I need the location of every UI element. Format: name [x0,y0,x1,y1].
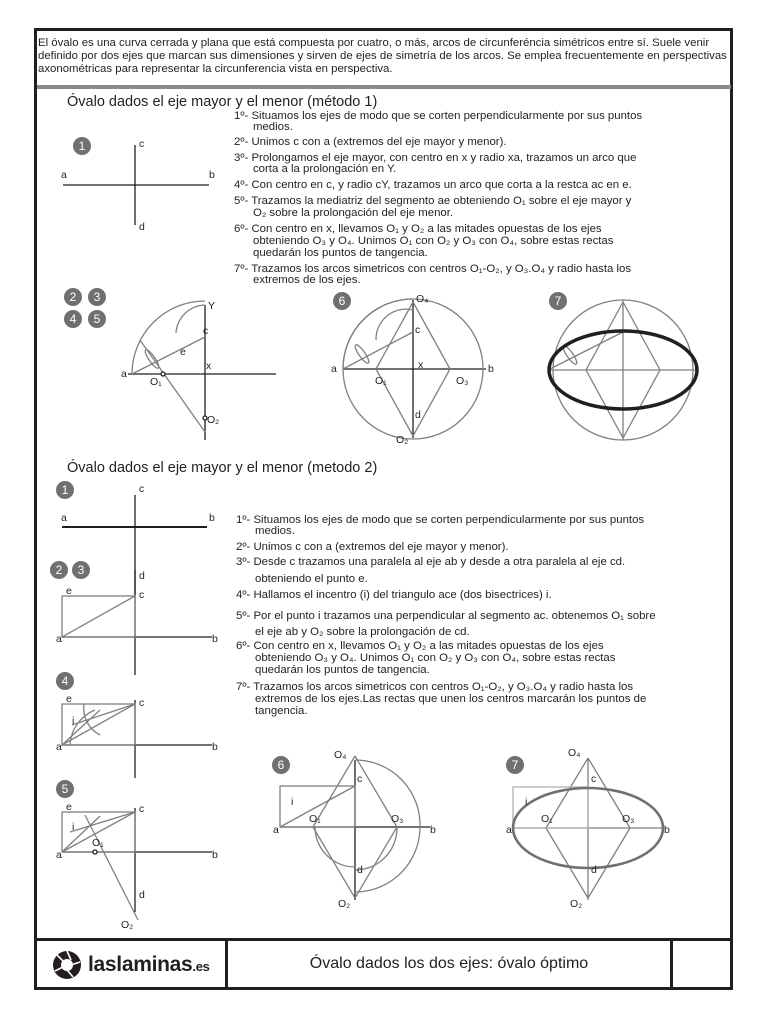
label-b: b [212,741,218,753]
step-line: O₂ sobre la prolongación del eje menor. [234,207,454,219]
label-b: b [209,169,215,181]
label-e: e [66,585,72,597]
step-badge-6: 6 [333,292,351,310]
label-a: a [56,849,62,861]
step-badge-4: 4 [56,672,74,690]
step-line: 3º- Desde c trazamos una paralela al eje ab y desde a otra paralela al eje cd. [236,556,626,568]
label-d: d [139,570,145,582]
label-x: x [206,360,212,372]
label-O2: O₂ [121,919,134,931]
label-a: a [61,512,67,524]
step-line: tangencia. [236,705,308,717]
label-O2: O₂ [207,414,220,426]
label-e: e [180,346,186,358]
step-line: 6º- Con centro en x, llevamos O₁ y O₂ a las mitades opuestas de los ejes [234,223,602,235]
section2-title: Óvalo dados el eje mayor y el menor (metodo 2) [67,460,378,476]
label-c: c [591,773,597,785]
step-line: 4º- Hallamos el incentro (i) del triangulo ace (dos bisectrices) i. [236,589,552,601]
label-x: x [418,359,424,371]
label-e: e [66,693,72,705]
label-b: b [212,633,218,645]
step-line: medios. [236,525,295,537]
step-badge-2: 2 [50,561,68,579]
label-a: a [56,741,62,753]
fig2-1-axes [62,495,207,570]
step-badge-2: 2 [64,288,82,306]
step-line: el eje ab y O₂ sobre la prolongación de cd. [236,626,470,638]
label-a: a [56,633,62,645]
label-d: d [357,864,363,876]
sheet-title: Óvalo dados los dos ejes: óvalo óptimo [309,955,589,972]
step-line: 7º- Trazamos los arcos simetricos con centros O₁-O₂, y O₃.O₄ y radio hasta los [234,263,632,275]
label-O3: O₃ [456,375,469,387]
brand-logo[interactable] [52,948,210,982]
step-line: medios. [234,121,293,133]
label-d: d [139,889,145,901]
label-O1: O₁ [375,375,387,387]
label-c: c [139,138,145,150]
label-a: a [273,824,279,836]
step-line: 2º- Unimos c con a (extremos del eje mayor y menor). [234,136,507,148]
step-badge-6: 6 [272,756,290,774]
label-a: a [506,824,512,836]
label-c: c [139,803,145,815]
label-a: a [61,169,67,181]
label-c: c [139,589,145,601]
label-O2: O₂ [570,898,583,910]
intro-paragraph: El óvalo es una curva cerrada y plana que está compuesta por cuatro, o más, arcos de circunferéncia simétricos entre sí. Suele venir definido por dos ejes que marcan sus dimensiones y sirven de ejes de simetría de los arcos. Se emplea frecuentemente en perspectivas axonométricas para representar la circunferencia vista en perspectiva. [38,37,727,75]
step-line: 2º- Unimos c con a (extremos del eje mayor y menor). [236,541,509,553]
label-e: e [66,801,72,813]
label-O2: O₂ [338,898,351,910]
step-line: obteniendo el punto e. [236,573,368,585]
fig2-5-construction [62,808,212,920]
step-line: extremos de los ejes.Las rectas que unen los centros marcarán los puntos de [236,693,647,705]
step-badge-1: 1 [56,481,74,499]
step-line: 6º- Con centro en x, llevamos O₁ y O₂ a las mitades opuestas de los ejes [236,640,604,652]
label-c: c [203,325,209,337]
step-line: corta a la prolongación en Y. [234,163,397,175]
fig2-6-construction [280,756,430,900]
label-b: b [209,512,215,524]
label-c: c [415,324,421,336]
label-i: i [525,796,528,808]
label-b: b [664,824,670,836]
fig2-7-oval [513,758,663,900]
fig2-4-construction [62,700,212,778]
fig2-23-construction [62,570,212,675]
label-b: b [430,824,436,836]
step-line: 3º- Prolongamos el eje mayor, con centro en x y radio xa, trazamos un arco que [234,152,637,164]
step-line: 1º- Situamos los ejes de modo que se corten perpendicularmente por sus puntos [234,110,643,122]
label-O1: O₁ [92,837,104,849]
label-i: i [72,821,75,833]
label-O2: O₂ [396,434,409,446]
aperture-icon [52,950,82,980]
label-d: d [415,409,421,421]
label-c: c [139,483,145,495]
section1-title: Óvalo dados el eje mayor y el menor (método 1) [67,94,378,110]
label-O4: O₄ [568,747,581,759]
label-c: c [139,697,145,709]
step-line: 4º- Con centro en c, y radio cY, trazamos un arco que corta a la restca ac en e. [234,179,632,191]
step-line: 7º- Trazamos los arcos simetricos con centros O₁-O₂, y O₃.O₄ y radio hasta los [236,681,634,693]
step-line: quedarán los puntos de tangencia. [234,247,428,259]
step-badge-1: 1 [73,137,91,155]
label-O4: O₄ [334,749,347,761]
step-badge-5: 5 [88,310,106,328]
label-d: d [591,864,597,876]
label-b: b [212,849,218,861]
step-badge-5: 5 [56,780,74,798]
step-line: extremos de los ejes. [234,274,361,286]
label-i: i [291,796,294,808]
step-line: quedarán los puntos de tangencia. [236,664,430,676]
step-badge-3: 3 [72,561,90,579]
footer-divider [670,940,673,988]
fig2-5-construction [128,301,276,440]
step-badge-3: 3 [88,288,106,306]
step-line: 5º- Por el punto i trazamos una perpendicular al segmento ac. obtenemos O₁ sobre [236,610,656,622]
label-b: b [488,363,494,375]
label-O3: O₃ [622,813,635,825]
label-O1: O₁ [309,813,321,825]
step-line: 5º- Trazamos la mediatriz del segmento ae obteniendo O₁ sobre el eje mayor y [234,195,632,207]
label-a: a [121,368,127,380]
step-line: 1º- Situamos los ejes de modo que se corten perpendicularmente por sus puntos [236,514,645,526]
step-line: obteniendo O₃ y O₄. Unimos O₁ con O₂ y O₃ con O₄, sobre estas rectas [234,235,614,247]
label-O4: O₄ [416,293,429,305]
label-Y: Y [208,300,216,312]
label-c: c [357,773,363,785]
step-badge-7: 7 [549,292,567,310]
label-d: d [139,221,145,233]
fig1-axes [63,145,209,225]
label-i: i [72,715,75,727]
fig7-oval [548,300,698,440]
step-line: obteniendo O₃ y O₄. Unimos O₁ con O₂ y O₃ con O₄, sobre estas rectas [236,652,616,664]
label-O1: O₁ [541,813,553,825]
label-O3: O₃ [391,813,404,825]
step-badge-7: 7 [506,756,524,774]
brand-name: laslaminas.es [88,953,210,976]
label-a: a [331,363,337,375]
step-badge-4: 4 [64,310,82,328]
label-O1: O₁ [150,376,162,388]
